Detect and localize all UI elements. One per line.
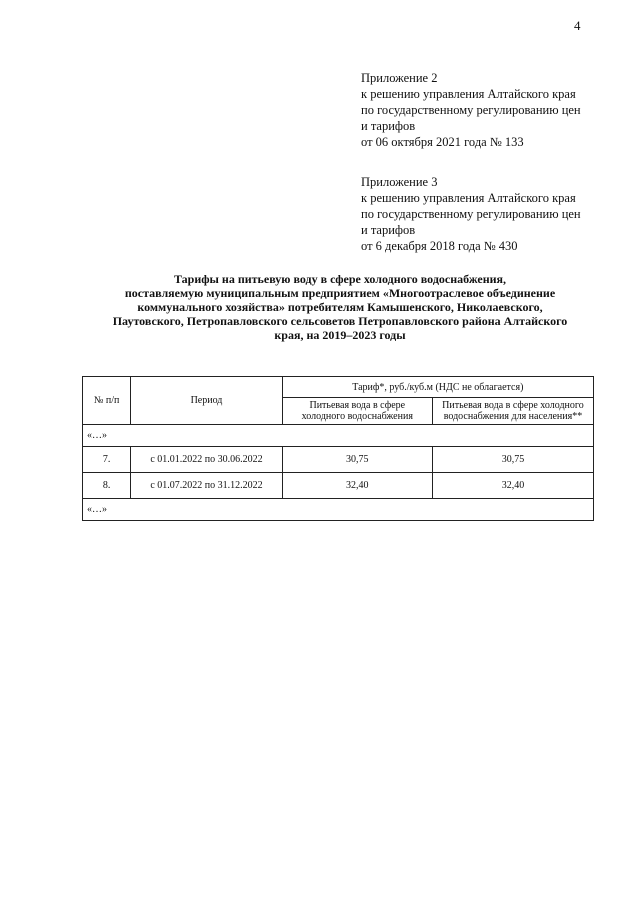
table-ellipsis-top: «…» [83, 425, 594, 447]
row-tariff-population: 32,40 [432, 473, 593, 499]
tariff-table [82, 376, 594, 521]
row-tariff: 32,40 [282, 473, 432, 499]
document-title-line: коммунального хозяйства» потребителям Камышенского, Николаевского, [137, 300, 543, 314]
page-number: 4 [574, 18, 581, 33]
appendix-current-header [361, 70, 611, 150]
appendix-current-line: к решению управления Алтайского края [361, 87, 576, 101]
document-title-line: Тарифы на питьевую воду в сфере холодного водоснабжения, [173, 272, 507, 286]
appendix-original-line: Приложение 3 [361, 175, 438, 189]
appendix-original-line: по государственному регулированию цен [361, 207, 581, 221]
document-title-line: края, на 2019–2023 годы [274, 328, 406, 342]
appendix-current-line: по государственному регулированию цен [361, 103, 581, 117]
document-title-line: поставляемую муниципальным предприятием «Многоотраслевое объединение [124, 286, 556, 300]
appendix-current-line: Приложение 2 [361, 71, 438, 85]
row-period: с 01.01.2022 по 30.06.2022 [131, 447, 282, 473]
document-title-line: Паутовского, Петропавловского сельсоветов Петропавловского района Алтайского [112, 314, 568, 328]
appendix-original-line: и тарифов [361, 223, 416, 237]
table-ellipsis-bottom: «…» [83, 499, 594, 521]
row-tariff-population: 30,75 [432, 447, 593, 473]
row-tariff: 30,75 [282, 447, 432, 473]
table-row [83, 447, 594, 473]
table-row [83, 473, 594, 499]
appendix-original-line: к решению управления Алтайского края [361, 191, 576, 205]
header-period: Период [131, 377, 282, 425]
row-period: с 01.07.2022 по 31.12.2022 [131, 473, 282, 499]
appendix-original-line: от 6 декабря 2018 года № 430 [361, 239, 518, 253]
header-number: № п/п [83, 377, 131, 425]
appendix-original-header [361, 174, 611, 254]
header-drinking-water: Питьевая вода в сфере холодного водоснабжения [282, 398, 432, 425]
appendix-current-line: от 06 октября 2021 года № 133 [361, 135, 524, 149]
header-drinking-water-population: Питьевая вода в сфере холодного водоснабжения для населения** [432, 398, 593, 425]
row-number: 7. [83, 447, 131, 473]
row-number: 8. [83, 473, 131, 499]
document-title [60, 272, 620, 342]
appendix-current-line: и тарифов [361, 119, 416, 133]
header-tariff-group: Тариф*, руб./куб.м (НДС не облагается) [282, 377, 593, 398]
